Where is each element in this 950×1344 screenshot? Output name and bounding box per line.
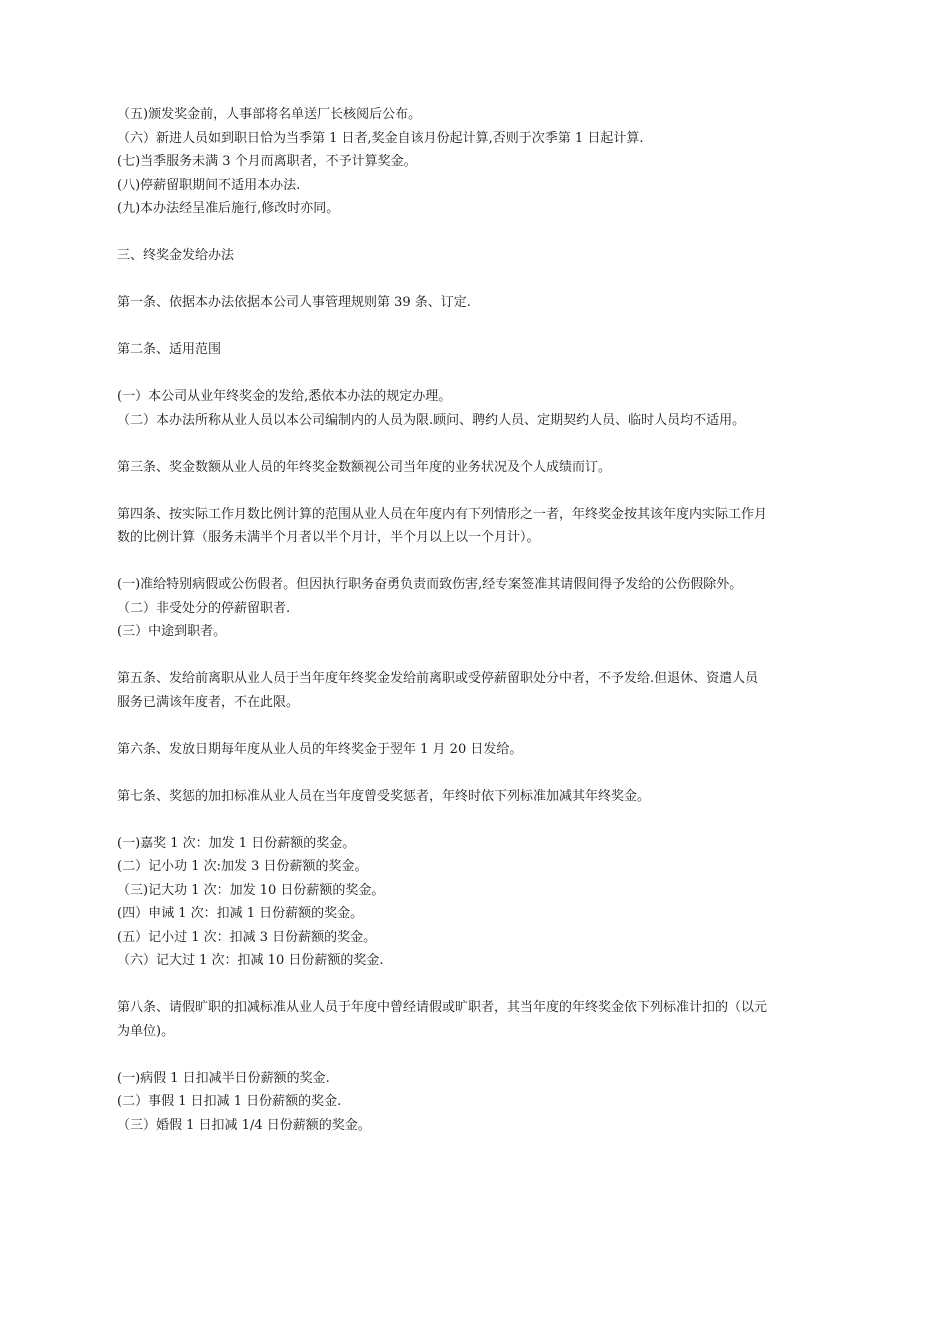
list-item: (四）申诫 1 次：扣减 1 日份薪额的奖金。 <box>117 906 364 921</box>
list-item: （三）婚假 1 日扣减 1/4 日份薪额的奖金。 <box>117 1117 371 1133</box>
article-4-line-2: 数的比例计算（服务未满半个月者以半个月计，半个月以上以一个月计）。 <box>117 530 540 545</box>
list-item: （三)记大功 1 次：加发 10 日份薪额的奖金。 <box>117 882 385 898</box>
list-item: （二）本办法所称从业人员以本公司编制内的人员为限.顾问、聘约人员、定期契约人员、临时人员均不适用。 <box>117 412 746 428</box>
article-5-line-1: 第五条、发给前离职从业人员于当年度年终奖金发给前离职或受停薪留职处分中者，不予发给.但退休、资遣人员 <box>117 671 759 686</box>
list-item: (一)病假 1 日扣减半日份薪额的奖金. <box>117 1070 330 1086</box>
section-heading: 三、终奖金发给办法 <box>117 248 235 263</box>
list-item: （六）记大过 1 次：扣减 10 日份薪额的奖金. <box>117 953 384 968</box>
list-item: (一)准给特别病假或公伤假者。但因执行职务奋勇负责而致伤害,经专案签准其请假间得予发给的公伤假除外。 <box>117 577 743 592</box>
article-6: 第六条、发放日期每年度从业人员的年终奖金于翌年 1 月 20 日发给。 <box>117 741 523 757</box>
list-item: （六）新进人员如到职日恰为当季第 1 日者,奖金自该月份起计算,否则于次季第 1 日起计算. <box>117 130 644 146</box>
article-5-line-2: 服务已满该年度者，不在此限。 <box>117 694 300 710</box>
list-item: (五）记小过 1 次：扣减 3 日份薪额的奖金。 <box>117 929 377 945</box>
list-item: (三）中途到职者。 <box>117 624 227 639</box>
list-item: （五)颁发奖金前，人事部将名单送厂长核阅后公布。 <box>117 107 422 122</box>
list-item: （二）非受处分的停薪留职者. <box>117 600 291 616</box>
article-8-line-1: 第八条、请假旷职的扣减标准从业人员于年度中曾经请假或旷职者，其当年度的年终奖金依下列标准计扣的（以元 <box>117 1000 768 1015</box>
article-2: 第二条、适用范围 <box>117 342 222 357</box>
list-item: (一）本公司从业年终奖金的发给,悉依本办法的规定办理。 <box>117 389 452 404</box>
list-item: (二）记小功 1 次:加发 3 日份薪额的奖金。 <box>117 859 368 874</box>
article-4-line-1: 第四条、按实际工作月数比例计算的范围从业人员在年度内有下列情形之一者，年终奖金按其该年度内实际工作月 <box>117 506 768 522</box>
list-item: (八)停薪留职期间不适用本办法. <box>117 177 301 193</box>
article-1: 第一条、依据本办法依据本公司人事管理规则第 39 条、订定. <box>117 295 471 310</box>
document-page <box>117 103 837 1137</box>
list-item: (九)本办法经呈准后施行,修改时亦同。 <box>117 201 340 216</box>
article-8-line-2: 为单位)。 <box>117 1023 175 1039</box>
list-item: (二）事假 1 日扣减 1 日份薪额的奖金. <box>117 1094 342 1109</box>
list-item: (一)嘉奖 1 次：加发 1 日份薪额的奖金。 <box>117 835 356 851</box>
article-3: 第三条、奖金数额从业人员的年终奖金数额视公司当年度的业务状况及个人成绩而订。 <box>117 459 612 475</box>
list-item: (七)当季服务未满 3 个月而离职者，不予计算奖金。 <box>117 154 417 169</box>
article-7: 第七条、奖惩的加扣标准从业人员在当年度曾受奖惩者，年终时依下列标准加减其年终奖金。 <box>117 788 651 804</box>
